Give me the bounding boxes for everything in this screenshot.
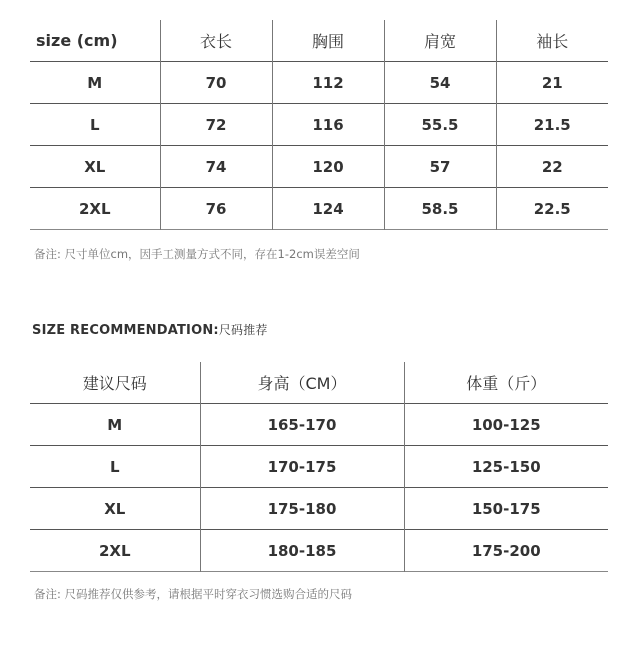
- table-row: [30, 188, 608, 230]
- table-row: [30, 446, 608, 488]
- shoulder-value: 55.5: [384, 104, 496, 146]
- shoulder-value: 54: [384, 62, 496, 104]
- height-range: 175-180: [200, 488, 404, 530]
- chest-value: 112: [272, 62, 384, 104]
- chest-value: 116: [272, 104, 384, 146]
- weight-range: 100-125: [404, 404, 608, 446]
- length-value: 72: [160, 104, 272, 146]
- length-value: 74: [160, 146, 272, 188]
- header-sleeve: 袖长: [496, 20, 608, 62]
- recommendation-title-cn: 尺码推荐: [218, 323, 268, 337]
- table-row: [30, 146, 608, 188]
- header-recommended-size: 建议尺码: [82, 374, 147, 393]
- table-row: [30, 404, 608, 446]
- header-weight: 体重（斤）: [404, 362, 608, 404]
- table-row: [30, 530, 608, 572]
- size-label: XL: [104, 499, 126, 518]
- header-chest: 胸围: [272, 20, 384, 62]
- size-label: L: [109, 457, 120, 476]
- sleeve-value: 22: [496, 146, 608, 188]
- recommendation-title: [32, 321, 268, 338]
- size-label: XL: [84, 157, 106, 176]
- height-range: 170-175: [200, 446, 404, 488]
- weight-range: 125-150: [404, 446, 608, 488]
- chest-value: 124: [272, 188, 384, 230]
- table-row: [30, 104, 608, 146]
- length-value: 76: [160, 188, 272, 230]
- height-range: 165-170: [200, 404, 404, 446]
- header-size-cm: size (cm): [36, 31, 118, 50]
- sleeve-value: 21.5: [496, 104, 608, 146]
- size-chart-table: [30, 20, 608, 230]
- header-length: 衣长: [160, 20, 272, 62]
- weight-range: 175-200: [404, 530, 608, 572]
- chest-value: 120: [272, 146, 384, 188]
- recommendation-title-en: SIZE RECOMMENDATION:: [32, 323, 219, 338]
- size-chart-note: 备注: 尺寸单位cm，因手工测量方式不同，存在1-2cm误差空间: [34, 247, 360, 261]
- length-value: 70: [160, 62, 272, 104]
- sleeve-value: 21: [496, 62, 608, 104]
- table-row: [30, 62, 608, 104]
- recommendation-table: [30, 362, 608, 572]
- weight-range: 150-175: [404, 488, 608, 530]
- size-label: M: [87, 73, 103, 92]
- shoulder-value: 58.5: [384, 188, 496, 230]
- size-label: 2XL: [78, 199, 111, 218]
- table-row: [30, 488, 608, 530]
- size-label: M: [107, 415, 123, 434]
- recommendation-note: 备注: 尺码推荐仅供参考，请根据平时穿衣习惯选购合适的尺码: [34, 587, 353, 601]
- height-range: 180-185: [200, 530, 404, 572]
- size-chart-header-row: [30, 20, 608, 62]
- shoulder-value: 57: [384, 146, 496, 188]
- header-height: 身高（CM）: [200, 362, 404, 404]
- size-label: 2XL: [98, 541, 131, 560]
- recommendation-header-row: [30, 362, 608, 404]
- header-shoulder: 肩宽: [384, 20, 496, 62]
- sleeve-value: 22.5: [496, 188, 608, 230]
- size-label: L: [89, 115, 100, 134]
